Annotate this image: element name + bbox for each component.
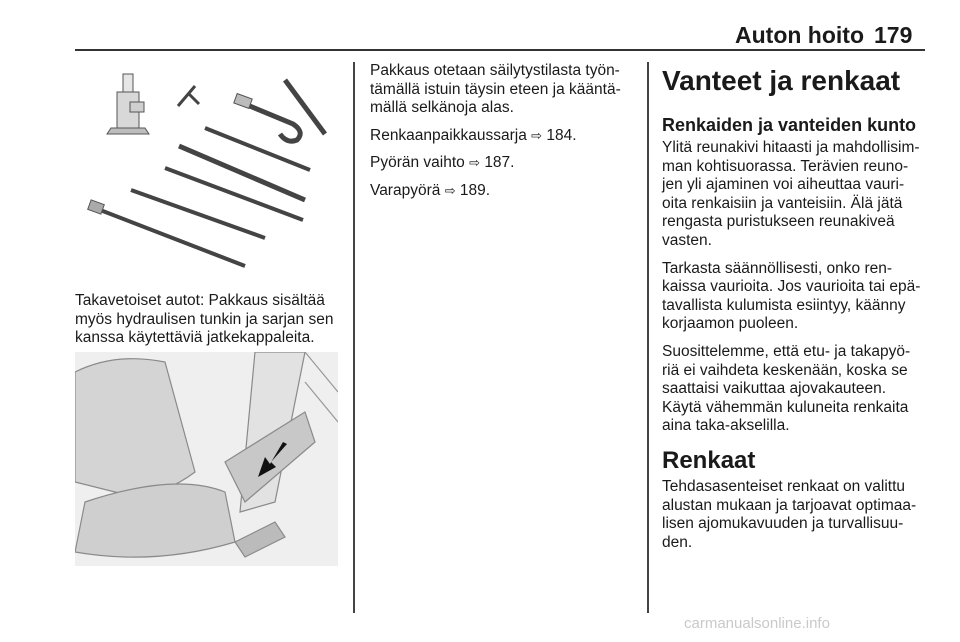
ref-label: Varapyörä bbox=[370, 181, 441, 199]
ref-page: 184. bbox=[546, 126, 577, 144]
cross-reference[interactable] bbox=[370, 182, 640, 201]
section-title: Auton hoito bbox=[735, 22, 865, 48]
paragraph: Tarkasta säännöllisesti, onko ren-kaissa vaurioita. Jos vaurioita tai epä-tavallista kulumista esiintyy, käänny korjaamon puoleen. bbox=[662, 259, 921, 333]
cross-reference[interactable] bbox=[370, 154, 640, 173]
subsection-heading: Renkaiden ja vanteiden kunto bbox=[662, 115, 917, 135]
section-heading: Vanteet ja renkaat bbox=[662, 65, 901, 96]
cross-reference[interactable] bbox=[370, 127, 640, 146]
watermark: carmanualsonline.info bbox=[684, 615, 830, 632]
tool-kit-illustration bbox=[75, 62, 338, 276]
column-middle bbox=[370, 62, 640, 210]
column-left bbox=[75, 292, 345, 357]
arrow-icon: ⇨ bbox=[531, 127, 543, 143]
ref-label: Pyörän vaihto bbox=[370, 154, 465, 172]
arrow-icon: ⇨ bbox=[444, 182, 456, 198]
header-rule bbox=[75, 49, 925, 51]
column-divider bbox=[353, 62, 355, 613]
ref-page: 189. bbox=[459, 181, 491, 199]
ref-page: 187. bbox=[484, 154, 515, 172]
page-header bbox=[0, 0, 960, 54]
section-heading: Renkaat bbox=[662, 446, 756, 474]
paragraph: Tehdasasenteiset renkaat on valittu alustan mukaan ja tarjoavat optimaa-lisen ajomukavuuden ja turvallisuu-den. bbox=[662, 477, 917, 551]
figure-caption: Takavetoiset autot: Pakkaus sisältää myös hydraulisen tunkin ja sarjan sen kanssa käytettäviä jatkekappaleita. bbox=[75, 292, 334, 347]
column-right bbox=[662, 64, 927, 561]
paragraph: Suosittelemme, että etu- ja takapyö-riä ei vaihdeta keskenään, koska se saattaisi vaikuttaa ajovakauteen. Käytä vähemmän kuluneita renkaita aina taka-akselilla. bbox=[662, 342, 911, 435]
column-divider bbox=[647, 62, 649, 613]
paragraph: Ylitä reunakivi hitaasti ja mahdollisim-man kohtisuorassa. Terävien reuno-jen yli ajaminen voi aiheuttaa vauri-oita renkaisiin ja vanteisiin. Älä jätä rengasta puristukseen reunakiveä vasten. bbox=[662, 139, 920, 249]
page-number: 179 bbox=[874, 22, 913, 48]
seat-storage-illustration bbox=[75, 352, 338, 566]
ref-label: Renkaanpaikkaussarja bbox=[370, 126, 527, 144]
arrow-icon: ⇨ bbox=[469, 155, 480, 171]
paragraph: Pakkaus otetaan säilytystilasta työn-tämällä istuin täysin eteen ja kääntä-mällä selkänoja alas. bbox=[370, 62, 621, 117]
